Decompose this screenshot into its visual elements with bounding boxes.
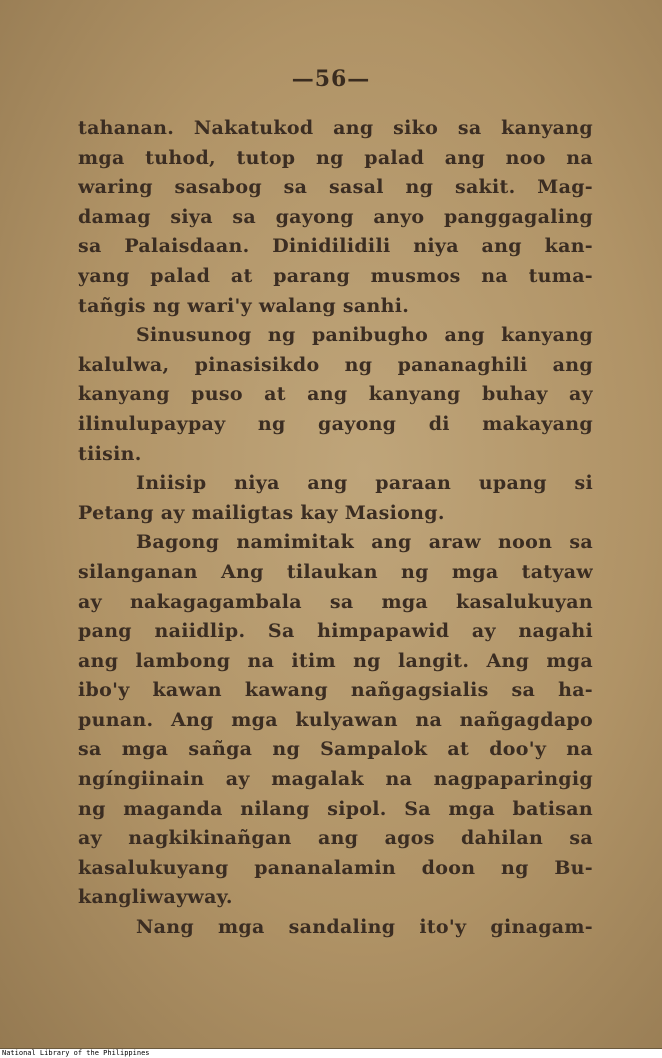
text-line: Petang ay mailigtas kay Masiong.	[78, 501, 445, 524]
text-line: tiisin.	[78, 442, 142, 465]
text-line: Iniisip niya ang paraan upang si	[136, 472, 593, 495]
text-line: ay nagkikinañgan ang agos dahilan sa	[78, 827, 593, 850]
text-line: sa mga sañga ng Sampalok at doo'y na	[78, 738, 593, 761]
text-line: tañgis ng wari'y walang sanhi.	[78, 294, 410, 317]
text-line: ang lambong na itim ng langit. Ang mga	[78, 649, 593, 672]
text-line: ng maganda nilang sipol. Sa mga batisan	[78, 797, 593, 820]
text-line: tahanan. Nakatukod ang siko sa kanyang	[78, 117, 593, 139]
text-line: ngíngiinain ay magalak na nagpaparingig	[78, 768, 593, 791]
text-line: kanyang puso at ang kanyang buhay ay	[78, 383, 593, 406]
text-line: kangliwayway.	[78, 886, 233, 909]
text-line: ilinulupaypay ng gayong di makayang	[78, 412, 593, 435]
text-line: waring sasabog sa sasal ng sakit. Mag-	[78, 176, 593, 199]
text-line: ay nakagagambala sa mga kasalukuyan	[78, 590, 593, 613]
text-line: kalulwa, pinasisikdo ng pananaghili ang	[78, 353, 593, 376]
text-line: yang palad at parang musmos na tuma-	[78, 264, 593, 287]
text-line: kasalukuyang pananalamin doon ng Bu-	[78, 856, 593, 879]
page-number: —56—	[291, 66, 371, 92]
text-line: damag siya sa gayong anyo panggagaling	[78, 205, 593, 228]
text-line: pang naiidlip. Sa himpapawid ay nagahi	[78, 620, 593, 643]
text-line: Bagong namimitak ang araw noon sa	[136, 531, 593, 554]
text-line: Sinusunog ng panibugho ang kanyang	[136, 324, 593, 347]
text-line: silanganan Ang tilaukan ng mga tatyaw	[78, 560, 593, 583]
body-text	[78, 114, 593, 943]
text-line: punan. Ang mga kulyawan na nañgagdapo	[78, 708, 593, 731]
text-line: ibo'y kawan kawang nañgagsialis sa ha-	[78, 679, 593, 702]
text-line: mga tuhod, tutop ng palad ang noo na	[78, 146, 593, 169]
text-line: Nang mga sandaling ito'y ginagam-	[136, 916, 593, 939]
library-credit: National Library of the Philippines	[0, 1049, 662, 1058]
text-line: sa Palaisdaan. Dinidilidili niya ang kan-	[78, 235, 593, 258]
